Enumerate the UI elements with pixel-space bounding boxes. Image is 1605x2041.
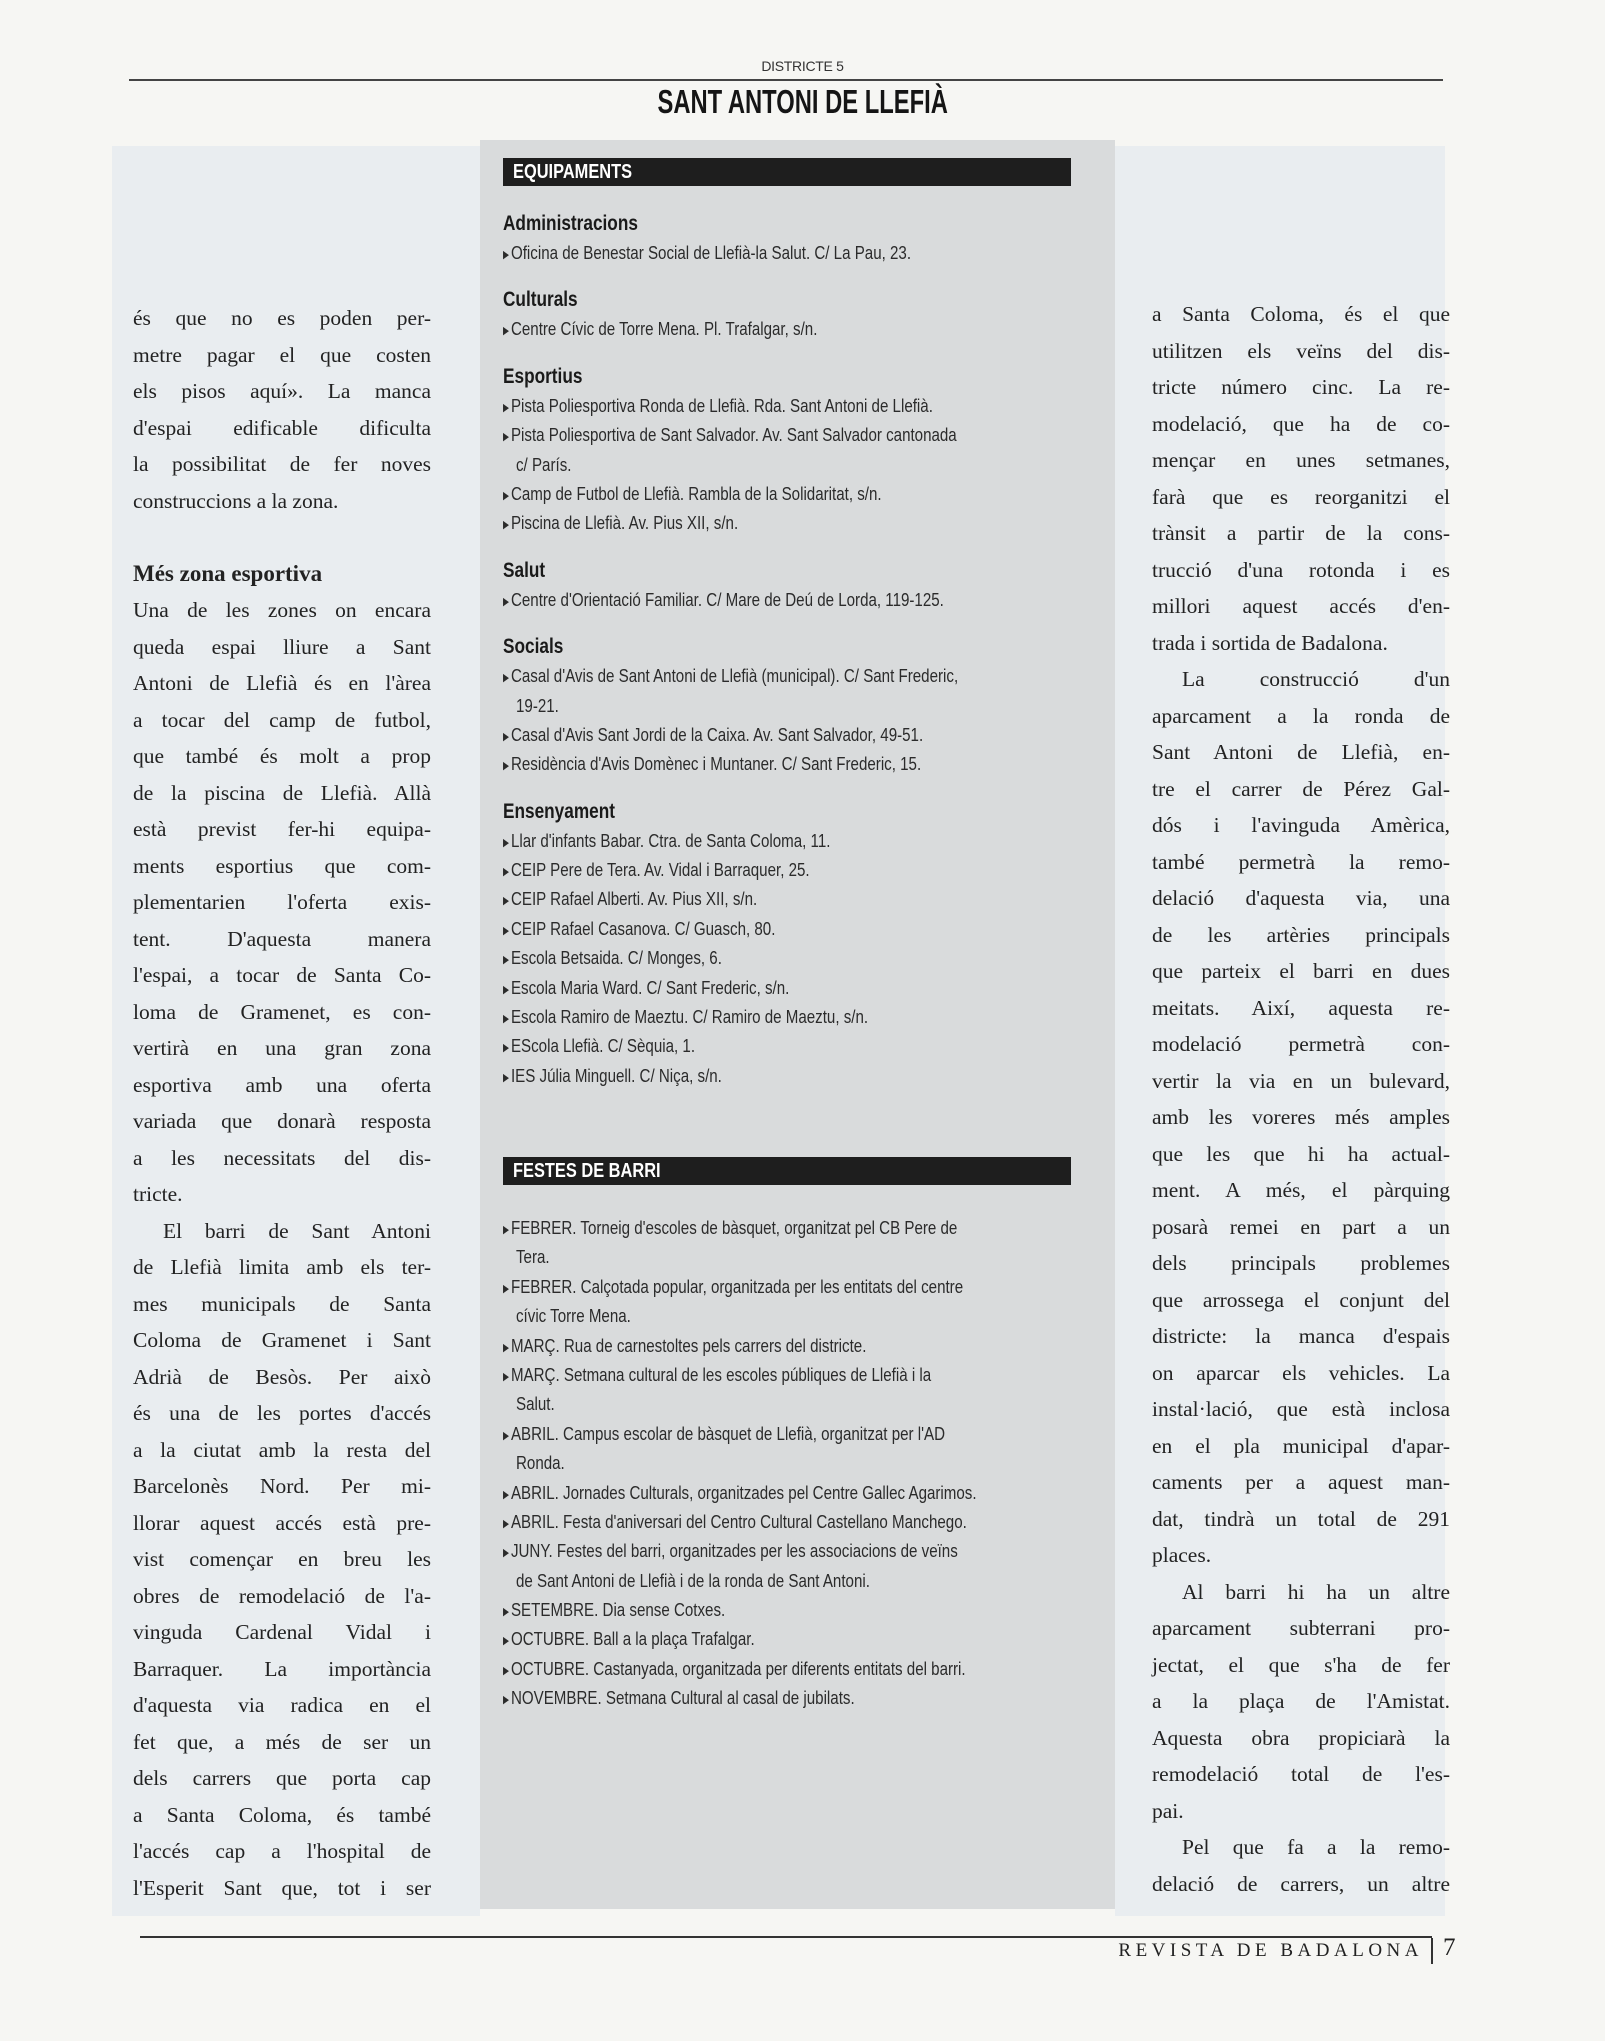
body-text-line: vist començar en breu les bbox=[133, 1547, 431, 1571]
list-item-label: FEBRER. Torneig d'escoles de bàsquet, organitzat pel CB Pere de bbox=[510, 1218, 958, 1238]
section-heading-text: Culturals bbox=[503, 288, 578, 312]
section-heading bbox=[503, 285, 1103, 315]
section-heading bbox=[503, 209, 1103, 239]
body-text-line: instal·lació, que està inclosa bbox=[1152, 1397, 1450, 1421]
list-item-label: OCTUBRE. Ball a la plaça Trafalgar. bbox=[510, 1629, 755, 1650]
list-item-line bbox=[503, 421, 1103, 450]
body-text-line: construccions a la zona. bbox=[133, 488, 339, 513]
list-item-line bbox=[503, 974, 1103, 1003]
list-item-line bbox=[503, 662, 1103, 691]
body-text-line: meitats. Així, aquesta re- bbox=[1152, 995, 1450, 1020]
list-item-text bbox=[503, 1361, 931, 1392]
list-item-text bbox=[516, 692, 559, 721]
list-item-label: Residència d'Avis Domènec i Muntaner. C/ Sant Frederic, 15. bbox=[510, 754, 922, 775]
right-article-column bbox=[1152, 296, 1450, 1902]
footer-separator bbox=[1431, 1938, 1433, 1964]
list-item-label: Piscina de Llefià. Av. Pius XII, s/n. bbox=[510, 513, 739, 534]
list-item-label: SETEMBRE. Dia sense Cotxes. bbox=[510, 1600, 726, 1621]
subheading: Més zona esportiva bbox=[133, 560, 323, 586]
list-item-text bbox=[503, 1479, 977, 1510]
list-item-text bbox=[503, 1420, 945, 1451]
body-text-line: a tocar del camp de futbol, bbox=[133, 707, 431, 732]
bullet-triangle-icon: ▶ bbox=[503, 1517, 509, 1530]
body-text-line: la possibilitat de fer noves bbox=[133, 452, 431, 476]
body-text-line: variada que donarà resposta bbox=[133, 1109, 431, 1133]
list-item-line bbox=[503, 509, 1103, 538]
list-item-text bbox=[516, 1302, 631, 1331]
list-item-line bbox=[503, 1273, 1103, 1302]
list-item-line bbox=[503, 692, 1103, 721]
list-item-line bbox=[503, 451, 1103, 480]
section-heading bbox=[503, 632, 1103, 662]
info-sidebar-box bbox=[480, 140, 1115, 1909]
list-item-line bbox=[503, 586, 1103, 615]
list-item-line bbox=[503, 1479, 1103, 1508]
body-text-line: l'Esperit Sant que, tot i ser bbox=[133, 1875, 431, 1900]
body-text-line: Coloma de Gramenet i Sant bbox=[133, 1328, 431, 1352]
left-article-column bbox=[133, 300, 431, 1906]
body-text-line: vinguda Cardenal Vidal i bbox=[133, 1620, 431, 1644]
body-text-line: tricte número cinc. La re- bbox=[1152, 375, 1450, 399]
body-text-line: La construcció d'un bbox=[1182, 667, 1450, 691]
section-heading-text: Ensenyament bbox=[503, 799, 615, 823]
list-item-text bbox=[503, 1062, 722, 1093]
body-text-line: Aquesta obra propiciarà la bbox=[1152, 1725, 1450, 1750]
list-item-line bbox=[503, 1567, 1103, 1596]
bullet-triangle-icon: ▶ bbox=[503, 249, 509, 261]
bullet-triangle-icon: ▶ bbox=[503, 924, 509, 937]
list-item-text bbox=[516, 1243, 550, 1272]
list-item-line bbox=[503, 480, 1103, 509]
list-item-label: cívic Torre Mena. bbox=[516, 1306, 631, 1327]
list-item-line bbox=[503, 750, 1103, 779]
list-item-line bbox=[503, 392, 1103, 421]
festes-bar bbox=[503, 1157, 1071, 1185]
list-item-text bbox=[503, 915, 775, 946]
body-text-line: tricte. bbox=[133, 1182, 183, 1206]
list-item-label: de Sant Antoni de Llefià i de la ronda de Sant Antoni. bbox=[516, 1570, 870, 1591]
equipaments-bar bbox=[503, 158, 1071, 186]
body-text-line: en el pla municipal d'apar- bbox=[1152, 1433, 1450, 1458]
list-item-label: CEIP Pere de Tera. Av. Vidal i Barraquer, 25. bbox=[510, 860, 810, 881]
body-text-line: caments per a aquest man- bbox=[1152, 1470, 1450, 1494]
list-item-label: Centre d'Orientació Familiar. C/ Mare de Deú de Lorda, 119-125. bbox=[510, 589, 944, 610]
body-text-line: de les artèries principals bbox=[1152, 922, 1450, 947]
festes-title: FESTES DE BARRI bbox=[513, 1160, 661, 1182]
bullet-triangle-icon: ▶ bbox=[503, 1370, 509, 1383]
list-item-line bbox=[503, 721, 1103, 750]
bullet-triangle-icon: ▶ bbox=[503, 760, 509, 773]
body-text-line: jectat, el que s'ha de fer bbox=[1152, 1652, 1450, 1677]
list-item-line bbox=[503, 1302, 1103, 1331]
list-item-label: ABRIL. Festa d'aniversari del Centro Cultural Castellano Manchego. bbox=[510, 1511, 967, 1532]
body-text-line: ment. A més, el pàrquing bbox=[1152, 1178, 1450, 1202]
bullet-triangle-icon: ▶ bbox=[503, 730, 509, 743]
body-text-line: a les necessitats del dis- bbox=[133, 1145, 431, 1170]
bullet-triangle-icon: ▶ bbox=[503, 672, 509, 685]
body-text-line: delació de carrers, un altre bbox=[1152, 1871, 1450, 1896]
body-text-line: d'aquesta via radica en el bbox=[133, 1693, 431, 1717]
list-item-label: IES Júlia Minguell. C/ Niça, s/n. bbox=[510, 1065, 722, 1086]
page-number: 7 bbox=[1443, 1934, 1456, 1961]
body-text-line: trada i sortida de Badalona. bbox=[1152, 630, 1388, 655]
body-text-line: on aparcar els vehicles. La bbox=[1152, 1360, 1450, 1385]
body-text-line: és una de les portes d'accés bbox=[133, 1401, 431, 1425]
page-title-text: SANT ANTONI DE LLEFIÀ bbox=[657, 83, 948, 120]
bullet-triangle-icon: ▶ bbox=[503, 489, 509, 502]
body-text-line: aparcament a la ronda de bbox=[1152, 703, 1450, 728]
body-text-line: districte: la manca d'espais bbox=[1152, 1324, 1450, 1348]
list-item-label: 19-21. bbox=[516, 695, 559, 716]
blank-line bbox=[133, 519, 431, 556]
bullet-triangle-icon: ▶ bbox=[503, 1664, 509, 1677]
list-item-label: Camp de Futbol de Llefià. Rambla de la Solidaritat, s/n. bbox=[510, 483, 882, 504]
list-item-label: Casal d'Avis Sant Jordi de la Caixa. Av. Sant Salvador, 49-51. bbox=[510, 724, 924, 745]
list-item-text bbox=[503, 721, 923, 752]
body-text-line: Barraquer. La importància bbox=[133, 1656, 431, 1681]
list-item-label: NOVEMBRE. Setmana Cultural al casal de jubilats. bbox=[510, 1688, 855, 1709]
list-item-line bbox=[503, 827, 1103, 856]
list-item-text bbox=[503, 586, 944, 617]
list-item-text bbox=[503, 750, 921, 781]
festes-list bbox=[503, 1214, 1103, 1714]
list-item-label: c/ París. bbox=[516, 454, 572, 475]
list-item-line bbox=[503, 1390, 1103, 1419]
list-item-line bbox=[503, 944, 1103, 973]
list-item-text bbox=[503, 1273, 963, 1304]
bullet-triangle-icon: ▶ bbox=[503, 519, 509, 532]
bullet-triangle-icon: ▶ bbox=[503, 1635, 509, 1648]
footer-rule bbox=[140, 1936, 1432, 1938]
body-text-line: amb les voreres més amples bbox=[1152, 1105, 1450, 1129]
body-text-line: Sant Antoni de Llefià, en- bbox=[1152, 740, 1450, 764]
bullet-triangle-icon: ▶ bbox=[503, 1547, 509, 1560]
bullet-triangle-icon: ▶ bbox=[503, 1282, 509, 1295]
body-text-line: Pel que fa a la remo- bbox=[1182, 1835, 1450, 1859]
list-item-text bbox=[503, 480, 882, 511]
body-text-line: places. bbox=[1152, 1543, 1212, 1567]
list-item-text bbox=[503, 509, 738, 540]
bullet-triangle-icon: ▶ bbox=[503, 325, 509, 338]
list-item-text bbox=[503, 392, 933, 423]
body-text-line: tre el carrer de Pérez Gal- bbox=[1152, 776, 1450, 801]
list-item-text bbox=[503, 239, 911, 270]
body-text-line: està previst fer-hi equipa- bbox=[133, 817, 431, 841]
body-text-line: Barcelonès Nord. Per mi- bbox=[133, 1474, 431, 1498]
list-item-line bbox=[503, 239, 1103, 268]
list-item-text bbox=[503, 1032, 695, 1063]
body-text-line: a la ciutat amb la resta del bbox=[133, 1437, 431, 1462]
publication-name: REVISTA DE BADALONA bbox=[1118, 1940, 1423, 1961]
body-text-line: dels carrers que porta cap bbox=[133, 1766, 431, 1790]
section-heading-text: Administracions bbox=[503, 212, 638, 235]
section-heading-text: Salut bbox=[503, 558, 546, 582]
bullet-triangle-icon: ▶ bbox=[503, 836, 509, 849]
body-text-line: esportiva amb una oferta bbox=[133, 1072, 431, 1097]
body-text-line: fet que, a més de ser un bbox=[133, 1729, 431, 1754]
body-text-line: l'espai, a tocar de Santa Co- bbox=[133, 963, 431, 987]
bullet-triangle-icon: ▶ bbox=[503, 401, 509, 414]
list-item-line bbox=[503, 1032, 1103, 1061]
body-text-line: dels principals problemes bbox=[1152, 1251, 1450, 1275]
body-text-line: queda espai lliure a Sant bbox=[133, 634, 431, 659]
body-text-line: delació d'aquesta via, una bbox=[1152, 886, 1450, 910]
body-text-line: que arrossega el conjunt del bbox=[1152, 1287, 1450, 1312]
body-text-line: modelació permetrà con- bbox=[1152, 1032, 1450, 1056]
list-item-text bbox=[503, 974, 789, 1005]
body-text-line: remodelació total de l'es- bbox=[1152, 1762, 1450, 1786]
list-item-label: Centre Cívic de Torre Mena. Pl. Trafalgar, s/n. bbox=[510, 319, 818, 340]
body-text-line: obres de remodelació de l'a- bbox=[133, 1583, 431, 1608]
list-item-text bbox=[503, 421, 957, 452]
bullet-triangle-icon: ▶ bbox=[503, 1013, 509, 1026]
body-text-line: dós i l'avinguda Amèrica, bbox=[1152, 813, 1450, 837]
list-item-label: ABRIL. Campus escolar de bàsquet de Llefià, organitzat per l'AD bbox=[510, 1423, 945, 1444]
body-text-line: pai. bbox=[1152, 1798, 1184, 1823]
list-item-label: CEIP Rafael Alberti. Av. Pius XII, s/n. bbox=[510, 889, 758, 910]
bullet-triangle-icon: ▶ bbox=[503, 895, 509, 908]
equipaments-list bbox=[503, 209, 1103, 1091]
bullet-triangle-icon: ▶ bbox=[503, 1694, 509, 1707]
list-item-line bbox=[503, 856, 1103, 885]
body-text-line: metre pagar el que costen bbox=[133, 342, 431, 367]
list-item-line bbox=[503, 315, 1103, 344]
section-heading-text: Esportius bbox=[503, 364, 583, 388]
body-text-line: que parteix el barri en dues bbox=[1152, 959, 1450, 983]
body-text-line: millori aquest accés d'en- bbox=[1152, 594, 1450, 618]
body-text-line: d'espai edificable dificulta bbox=[133, 415, 431, 440]
body-text-line: trànsit a partir de la cons- bbox=[1152, 521, 1450, 545]
bullet-triangle-icon: ▶ bbox=[503, 1606, 509, 1619]
list-item-text bbox=[503, 827, 830, 858]
list-item-line bbox=[503, 1508, 1103, 1537]
list-item-text bbox=[503, 662, 958, 693]
list-item-label: CEIP Rafael Casanova. C/ Guasch, 80. bbox=[510, 918, 776, 939]
body-text-line: també permetrà la remo- bbox=[1152, 849, 1450, 874]
list-item-label: Escola Ramiro de Maeztu. C/ Ramiro de Maeztu, s/n. bbox=[510, 1007, 869, 1028]
body-text-line: a la plaça de l'Amistat. bbox=[1152, 1689, 1450, 1713]
page-title bbox=[0, 83, 1605, 121]
list-item-line bbox=[503, 1596, 1103, 1625]
list-item-label: JUNY. Festes del barri, organitzades per les associacions de veïns bbox=[510, 1541, 958, 1562]
header-rule bbox=[129, 79, 1443, 81]
list-item-text bbox=[503, 1596, 725, 1627]
list-item-label: Pista Poliesportiva Ronda de Llefià. Rda. Sant Antoni de Llefià. bbox=[510, 395, 933, 416]
body-text-line: a Santa Coloma, és també bbox=[133, 1802, 431, 1827]
list-item-text bbox=[503, 944, 722, 975]
list-item-text bbox=[503, 1625, 755, 1656]
list-item-line bbox=[503, 1243, 1103, 1272]
body-text-line: modelació, que ha de co- bbox=[1152, 411, 1450, 436]
section-heading-text: Socials bbox=[503, 635, 564, 659]
section-heading bbox=[503, 556, 1103, 586]
bullet-triangle-icon: ▶ bbox=[503, 983, 509, 996]
list-item-line bbox=[503, 1537, 1103, 1566]
list-item-line bbox=[503, 1214, 1103, 1243]
body-text-line: de Llefià limita amb els ter- bbox=[133, 1255, 431, 1279]
list-item-line bbox=[503, 915, 1103, 944]
list-item-line bbox=[503, 885, 1103, 914]
body-text-line: llorar aquest accés està pre- bbox=[133, 1510, 431, 1535]
list-item-text bbox=[503, 1214, 957, 1245]
list-item-text bbox=[503, 1508, 967, 1539]
list-item-text bbox=[516, 451, 571, 480]
list-item-text bbox=[503, 1003, 868, 1034]
bullet-triangle-icon: ▶ bbox=[503, 954, 509, 967]
body-text-line: aparcament subterrani pro- bbox=[1152, 1616, 1450, 1640]
list-item-text bbox=[503, 856, 810, 887]
body-text-line: farà que es reorganitzi el bbox=[1152, 484, 1450, 509]
body-text-line: és que no es poden per- bbox=[133, 306, 431, 330]
list-item-line bbox=[503, 1420, 1103, 1449]
body-text-line: de la piscina de Llefià. Allà bbox=[133, 780, 431, 805]
equipaments-title: EQUIPAMENTS bbox=[513, 161, 633, 183]
list-item-label: Llar d'infants Babar. Ctra. de Santa Coloma, 11. bbox=[510, 830, 831, 851]
bullet-triangle-icon: ▶ bbox=[503, 1429, 509, 1442]
body-text-line: trucció d'una rotonda i es bbox=[1152, 557, 1450, 582]
list-item-line bbox=[503, 1062, 1103, 1091]
body-text-line: Una de les zones on encara bbox=[133, 598, 431, 622]
body-text-line: posarà remei en part a un bbox=[1152, 1214, 1450, 1239]
list-item-label: Salut. bbox=[516, 1394, 555, 1415]
list-item-label: Escola Betsaida. C/ Monges, 6. bbox=[510, 948, 722, 969]
body-text-line: loma de Gramenet, es con- bbox=[133, 999, 431, 1024]
bullet-triangle-icon: ▶ bbox=[503, 1071, 509, 1084]
body-text-line: utilitzen els veïns del dis- bbox=[1152, 338, 1450, 363]
list-item-label: Pista Poliesportiva de Sant Salvador. Av. Sant Salvador cantonada bbox=[510, 425, 957, 446]
body-text-line: vertir la via en un bulevard, bbox=[1152, 1068, 1450, 1093]
list-item-text bbox=[503, 1684, 855, 1715]
body-text-line: a Santa Coloma, és el que bbox=[1152, 302, 1450, 326]
bullet-triangle-icon: ▶ bbox=[503, 1042, 509, 1055]
body-text-line: El barri de Sant Antoni bbox=[163, 1218, 431, 1243]
list-item-text bbox=[516, 1390, 555, 1419]
list-item-label: Tera. bbox=[516, 1247, 550, 1268]
body-text-line: que també és molt a prop bbox=[133, 744, 431, 768]
list-item-text bbox=[503, 1332, 866, 1363]
body-text-line: tent. D'aquesta manera bbox=[133, 926, 431, 951]
list-item-text bbox=[516, 1449, 565, 1478]
list-item-text bbox=[503, 315, 817, 346]
body-text-line: Antoni de Llefià és en l'àrea bbox=[133, 671, 431, 695]
section-heading bbox=[503, 797, 1103, 827]
list-item-text bbox=[503, 1537, 958, 1568]
list-item-label: Oficina de Benestar Social de Llefià-la Salut. C/ La Pau, 23. bbox=[510, 243, 912, 263]
bullet-triangle-icon: ▶ bbox=[503, 595, 509, 608]
body-text-line: ments esportius que com- bbox=[133, 853, 431, 878]
bullet-triangle-icon: ▶ bbox=[503, 431, 509, 444]
bullet-triangle-icon: ▶ bbox=[503, 1488, 509, 1501]
list-item-line bbox=[503, 1361, 1103, 1390]
list-item-text bbox=[503, 1655, 966, 1686]
list-item-line bbox=[503, 1332, 1103, 1361]
body-text-line: dat, tindrà un total de 291 bbox=[1152, 1506, 1450, 1531]
list-item-line bbox=[503, 1449, 1103, 1478]
bullet-triangle-icon: ▶ bbox=[503, 1341, 509, 1354]
bullet-triangle-icon: ▶ bbox=[503, 1224, 509, 1236]
list-item-label: MARÇ. Rua de carnestoltes pels carrers del districte. bbox=[510, 1335, 867, 1356]
list-item-label: FEBRER. Calçotada popular, organitzada per les entitats del centre bbox=[510, 1276, 964, 1297]
list-item-label: Casal d'Avis de Sant Antoni de Llefià (municipal). C/ Sant Frederic, bbox=[510, 666, 959, 687]
body-text-line: Adrià de Besòs. Per això bbox=[133, 1364, 431, 1389]
list-item-line bbox=[503, 1655, 1103, 1684]
body-text-line: Al barri hi ha un altre bbox=[1182, 1579, 1450, 1604]
body-text-line: mes municipals de Santa bbox=[133, 1291, 431, 1316]
list-item-label: MARÇ. Setmana cultural de les escoles públiques de Llefià i la bbox=[510, 1364, 932, 1385]
body-text-line: que les que hi ha actual- bbox=[1152, 1141, 1450, 1166]
list-item-text bbox=[503, 885, 757, 916]
body-text-line: plementarien l'oferta exis- bbox=[133, 890, 431, 914]
body-text-line: vertirà en una gran zona bbox=[133, 1036, 431, 1060]
section-heading bbox=[503, 362, 1103, 392]
body-text-line: l'accés cap a l'hospital de bbox=[133, 1839, 431, 1863]
list-item-label: Ronda. bbox=[516, 1453, 565, 1474]
list-item-text bbox=[516, 1567, 870, 1596]
list-item-line bbox=[503, 1684, 1103, 1713]
list-item-label: Escola Maria Ward. C/ Sant Frederic, s/n. bbox=[510, 977, 790, 998]
section-kicker: DISTRICTE 5 bbox=[761, 58, 844, 74]
list-item-label: ABRIL. Jornades Culturals, organitzades pel Centre Gallec Agarimos. bbox=[510, 1482, 977, 1503]
body-text-line: els pisos aquí». La manca bbox=[133, 379, 431, 403]
list-item-line bbox=[503, 1625, 1103, 1654]
body-text-line: mençar en unes setmanes, bbox=[1152, 448, 1450, 472]
list-item-label: EScola Llefià. C/ Sèquia, 1. bbox=[510, 1036, 696, 1057]
bullet-triangle-icon: ▶ bbox=[503, 866, 509, 879]
list-item-label: OCTUBRE. Castanyada, organitzada per diferents entitats del barri. bbox=[510, 1658, 966, 1679]
list-item-line bbox=[503, 1003, 1103, 1032]
